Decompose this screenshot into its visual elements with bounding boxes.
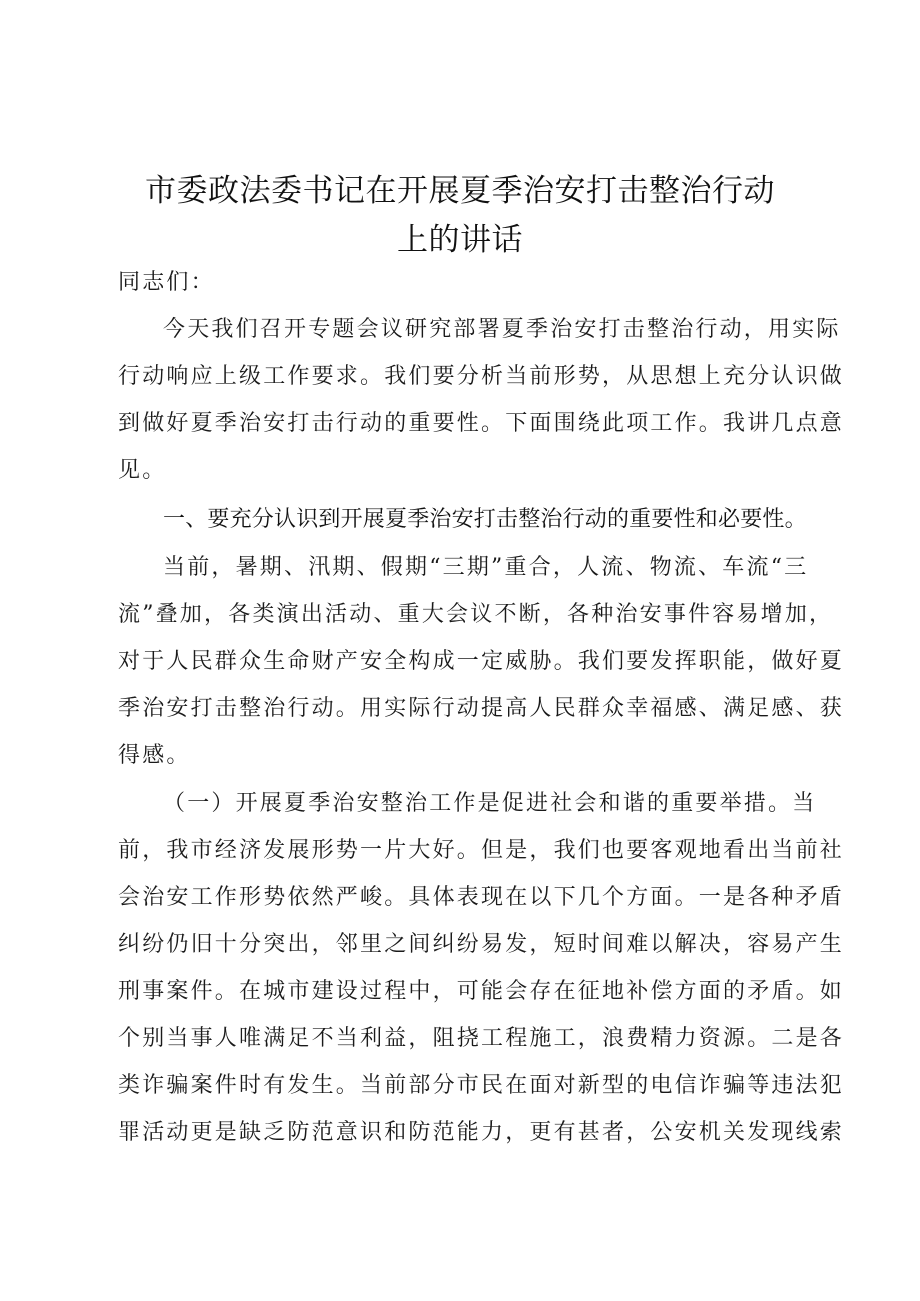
intro-line: 见。 bbox=[118, 458, 167, 483]
intro-line: 行动响应上级工作要求。我们要分析当前形势，从思想上充分认识做 bbox=[118, 364, 845, 389]
subsection-line: 会治安工作形势依然严峻。具体表现在以下几个方面。一是各种矛盾 bbox=[118, 885, 845, 910]
section-heading: 一、要充分认识到开展夏季治安打击整治行动的重要性和必要性。 bbox=[163, 507, 807, 532]
section1-line: 当前，暑期、汛期、假期“三期”重合，人流、物流、车流“三 bbox=[163, 555, 809, 580]
subsection-line: 罪活动更是缺乏防范意识和防范能力，更有甚者，公安机关发现线索 bbox=[118, 1120, 845, 1145]
subsection-line: 前，我市经济发展形势一片大好。但是，我们也要客观地看出当前社 bbox=[118, 838, 845, 863]
intro-line: 到做好夏季治安打击行动的重要性。下面围绕此项工作。我讲几点意 bbox=[118, 411, 845, 436]
subsection-line: 类诈骗案件时有发生。当前部分市民在面对新型的电信诈骗等违法犯 bbox=[118, 1073, 845, 1098]
subsection-line: 刑事案件。在城市建设过程中，可能会存在征地补偿方面的矛盾。如 bbox=[118, 979, 845, 1004]
subsection-line: 个别当事人唯满足不当利益，阻挠工程施工，浪费精力资源。二是各 bbox=[118, 1026, 845, 1051]
document-title-line-2: 上的讲话 bbox=[397, 222, 523, 258]
section1-line: 得感。 bbox=[118, 743, 191, 768]
section1-line: 季治安打击整治行动。用实际行动提高人民群众幸福感、满足感、获 bbox=[118, 696, 845, 721]
salutation: 同志们： bbox=[118, 270, 215, 295]
intro-line: 今天我们召开专题会议研究部署夏季治安打击整治行动，用实际 bbox=[163, 317, 841, 342]
subsection-line: 纠纷仍旧十分突出，邻里之间纠纷易发，短时间难以解决，容易产生 bbox=[118, 932, 845, 957]
document-title-line-1: 市委政法委书记在开展夏季治安打击整治行动 bbox=[145, 173, 775, 209]
subsection-line: （一）开展夏季治安整治工作是促进社会和谐的重要举措。当 bbox=[163, 791, 817, 816]
section1-line: 流”叠加，各类演出活动、重大会议不断，各种治安事件容易增加， bbox=[118, 602, 834, 627]
section1-line: 对于人民群众生命财产安全构成一定威胁。我们要发挥职能，做好夏 bbox=[118, 649, 845, 674]
